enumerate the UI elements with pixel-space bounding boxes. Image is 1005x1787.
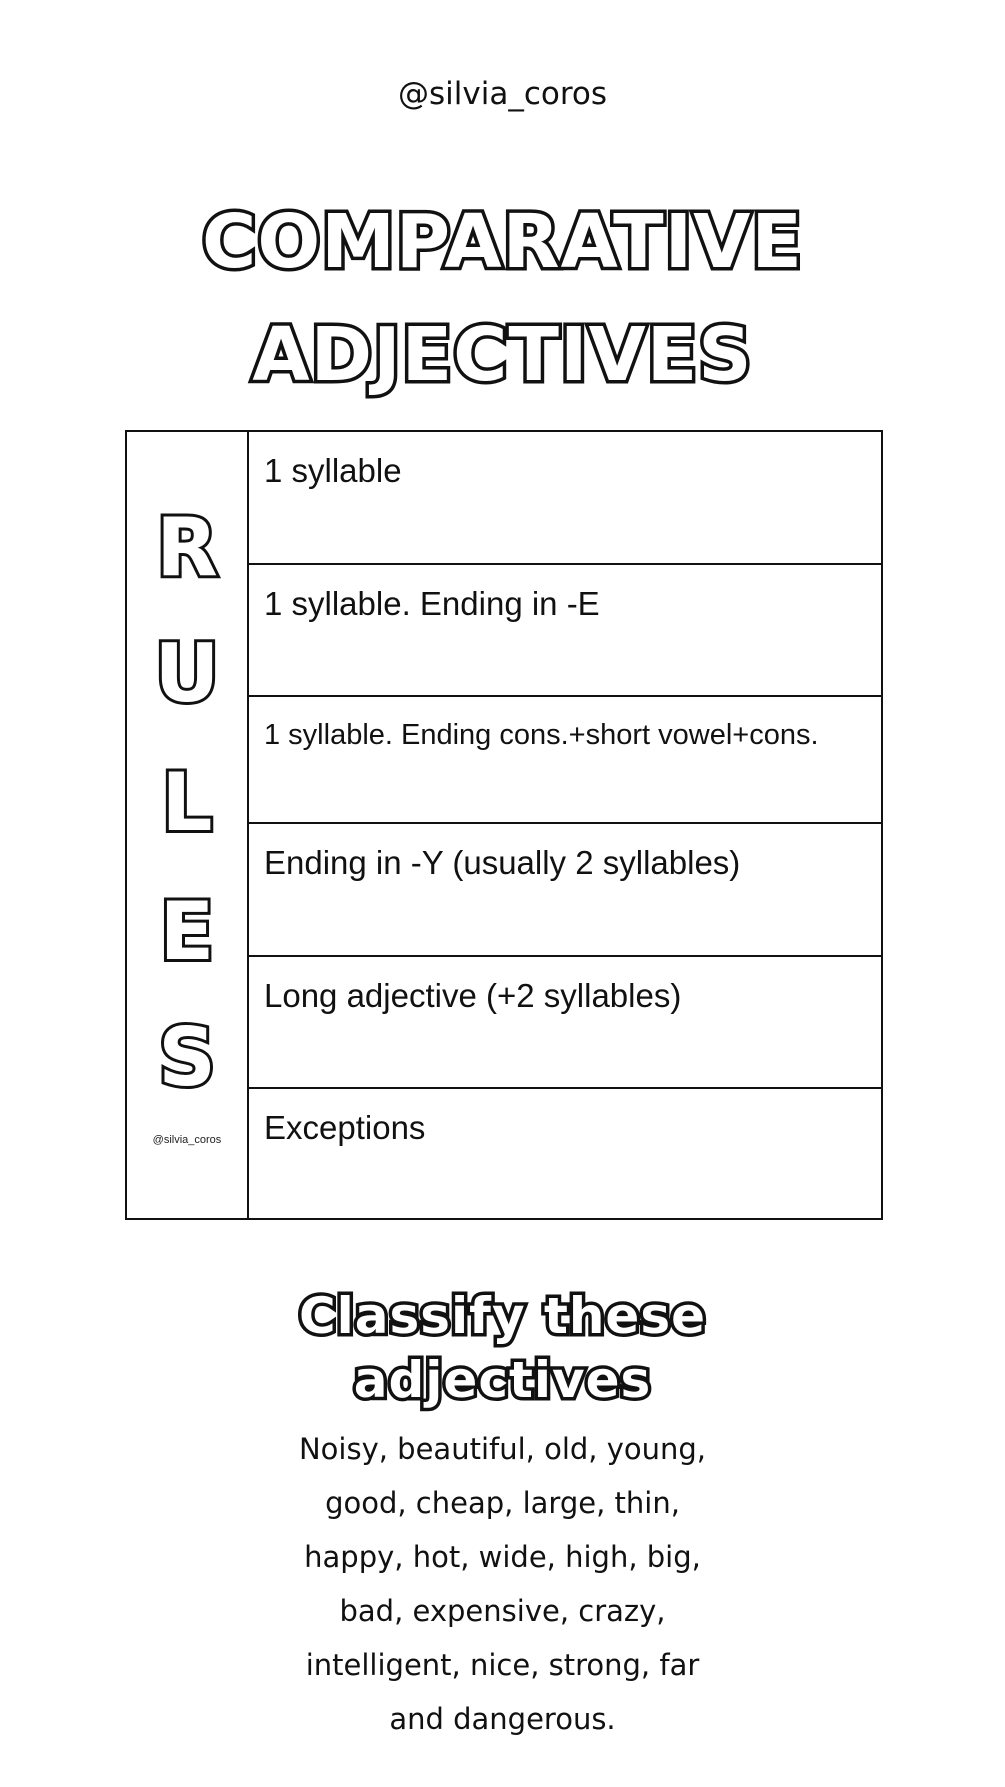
rule-row [249, 1089, 881, 1218]
rule-row [249, 565, 881, 697]
rule-label: Ending in -Y (usually 2 syllables) [264, 844, 741, 881]
adjective-list-line: intelligent, nice, strong, far [305, 1648, 700, 1682]
rule-label: 1 syllable. Ending in -E [264, 585, 600, 622]
rule-row [249, 824, 881, 957]
rule-row [249, 432, 881, 565]
rules-side-column [127, 432, 249, 1218]
rules-table [125, 430, 883, 1220]
adjective-list-line: good, cheap, large, thin, [325, 1486, 680, 1520]
rules-letter-e: E [159, 885, 215, 978]
classify-title-line2: adjectives [353, 1351, 652, 1409]
page-title-line2: ADJECTIVES [252, 312, 753, 398]
rules-letter-l: L [161, 756, 213, 849]
rule-label: 1 syllable. Ending cons.+short vowel+cons. [264, 719, 819, 751]
author-handle: @silvia_coros [397, 76, 608, 112]
rules-letter-s: S [158, 1011, 216, 1104]
adjective-list-line: bad, expensive, crazy, [339, 1594, 666, 1628]
rule-row [249, 957, 881, 1089]
adjective-list-line: Noisy, beautiful, old, young, [298, 1432, 707, 1466]
adjective-list-line: and dangerous. [389, 1702, 616, 1736]
rule-label: Long adjective (+2 syllables) [264, 977, 682, 1014]
rule-label: Exceptions [264, 1109, 426, 1146]
classify-title-line1: Classify these [298, 1287, 707, 1345]
rules-letter-r: R [156, 501, 218, 594]
side-credit: @silvia_coros [152, 1134, 222, 1146]
adjective-list-line: happy, hot, wide, high, big, [304, 1540, 701, 1574]
page-title-line1: COMPARATIVE [202, 199, 803, 285]
rule-label: 1 syllable [264, 452, 402, 489]
rule-row [249, 697, 881, 824]
adjective-list [0, 1422, 1005, 1746]
rules-letter-u: U [154, 627, 220, 720]
